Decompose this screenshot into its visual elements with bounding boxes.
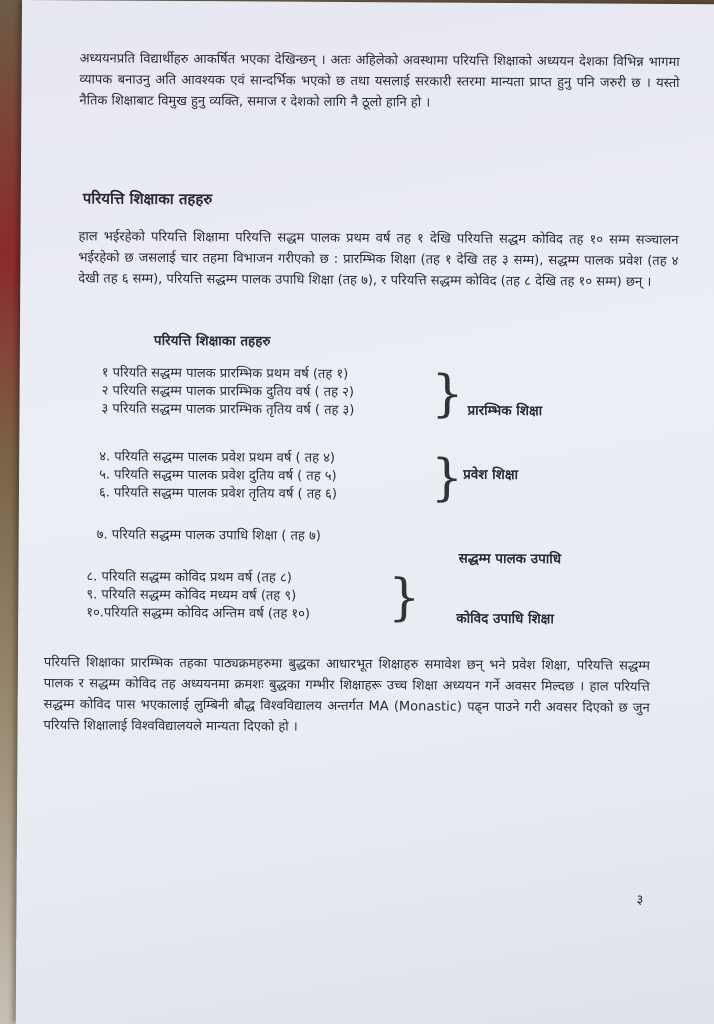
- section-heading: परियत्ति शिक्षाका तहहरु: [82, 189, 213, 209]
- list-item: ७. परियति सद्धम्म पालक उपाधि शिक्षा ( तह ७): [96, 527, 321, 544]
- list-heading: परियत्ति शिक्षाका तहहरु: [153, 332, 271, 350]
- levels-paragraph: हाल भईरहेको परियत्ति शिक्षामा परियत्ति सद्धम पालक प्रथम वर्ष तह १ देखि परियत्ति सद्धम कोविद तह १० सम्म सञ्चालन भईरहेको छ जसलाई चार तहमा विभाजन गरीएको छ : प्रारम्भिक शिक्षा (तह १ देखि तह ३ सम्म), सद्धम्म पालक प्रवेश (तह ४ देखी तह ६ सम्म), परियत्ति सद्धम्म पालक उपाधि शिक्षा (तह ७), र परियत्ति सद्धम्म कोविद (तह ८ देखि तह १० सम्म) छन् ।: [78, 229, 679, 290]
- list-item: ४. परियति सद्धम्म पालक प्रवेश प्रथम वर्ष ( तह ४): [99, 449, 336, 466]
- list-item: ९. परियति सद्धम्म कोविद मध्यम वर्ष (तह ९): [86, 587, 297, 604]
- list-item: १ परियति सद्धम्म पालक प्रारम्भिक प्रथम वर्ष (तह १): [101, 365, 349, 382]
- brace-icon: }: [430, 448, 464, 507]
- document-page: [16, 0, 714, 1024]
- intro-paragraph: अध्ययनप्रति विद्यार्थीहरु आकर्षित भएका देखिन्छन् । अतः अहिलेको अवस्थामा परियत्ति शिक्षाको अध्ययन देशका विभिन्न भागमा व्यापक बनाउनु अति आवश्यक एवं सान्दर्भिक भएको छ तथा यसलाई सरकारी स्तरमा मान्यता प्राप्त हुनु पनि जरुरी छ । यस्तो नैतिक शिक्षाबाट विमुख हुनु व्यक्ति, समाज र देशको लागि नै ठूलो हानि हो ।: [79, 51, 680, 111]
- level-group-items: [97, 526, 321, 545]
- brace-icon: }: [431, 364, 464, 423]
- closing-paragraph: परियत्ति शिक्षाका प्रारम्भिक तहका पाठ्यक्रमहरुमा बुद्धका आधारभूत शिक्षाहरु समावेश छन् भने प्रवेश शिक्षा, परियत्ति सद्धम्म पालक र सद्धम्म कोविद तह अध्ययनमा क्रमशः बुद्धका गम्भीर शिक्षाहरू उच्च शिक्षा अध्ययन गर्ने अवसर मिल्दछ । हाल परियत्ति सद्धम्म कोविद पास भएकालाई लुम्बिनी बौद्ध विश्वविद्यालय अन्तर्गत MA (Monastic) पढ्न पाउने गरी अवसर दिएको छ जुन परियत्ति शिक्षालाई विश्वविद्यालयले मान्यता दिएको हो ।: [43, 655, 650, 735]
- list-item: २ परियति सद्धम्म पालक प्रारम्भिक दुतिय वर्ष ( तह २): [101, 383, 355, 401]
- list-item: ८. परियति सद्धम्म कोविद प्रथम वर्ष (तह ८): [86, 569, 292, 586]
- group-label: सद्धम्म पालक उपाधि: [458, 550, 562, 568]
- group-label: प्रवेश शिक्षा: [463, 466, 519, 484]
- level-group-items: [86, 568, 310, 623]
- group-label: प्रारम्भिक शिक्षा: [467, 402, 543, 420]
- brace-icon: }: [388, 568, 421, 627]
- level-group-items: [99, 448, 337, 503]
- level-group-items: [101, 364, 354, 420]
- page-number: ३: [636, 892, 644, 908]
- group-label: कोविद उपाधि शिक्षा: [456, 610, 554, 628]
- list-item: ५. परियति सद्धम्म पालक प्रवेश दुतिय वर्ष ( तह ५): [99, 467, 337, 484]
- list-item: ६. परियति सद्धम्म पालक प्रवेश तृतिय वर्ष ( तह ६): [98, 485, 338, 502]
- list-item: ३ परियति सद्धम्म पालक प्रारम्भिक तृतिय वर्ष ( तह ३): [101, 401, 355, 419]
- list-item: १०.परियति सद्धम्म कोविद अन्तिम वर्ष (तह १०): [86, 605, 311, 622]
